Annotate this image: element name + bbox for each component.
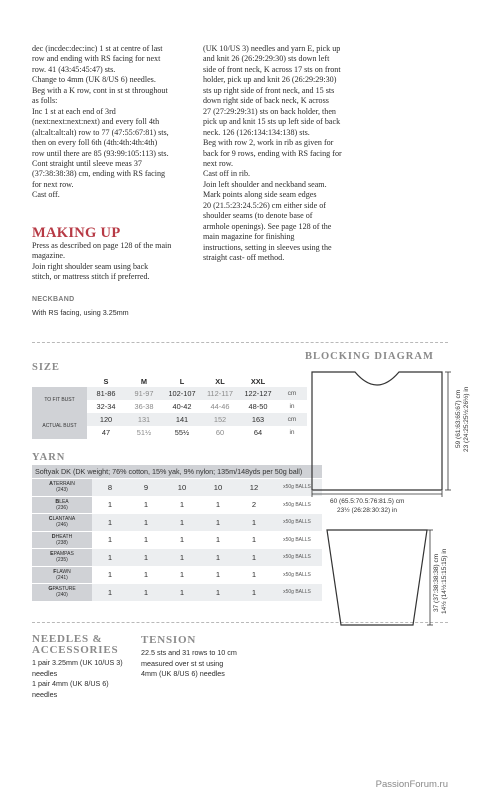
yarn-row-label bbox=[32, 566, 92, 584]
yarn-cell: 1 bbox=[200, 566, 236, 584]
needles-body bbox=[32, 658, 137, 700]
instructions-left-column bbox=[32, 44, 198, 201]
instruction-line: (UK 10/US 3) needles and yarn E, pick up bbox=[203, 44, 341, 53]
instruction-line: 20 (21.5:23:24.5:26) cm either side of bbox=[203, 200, 326, 210]
size-header: XL bbox=[215, 376, 225, 386]
size-cell: 36-38 bbox=[134, 402, 154, 411]
yarn-name: PAMPAS bbox=[53, 551, 74, 558]
body-length-label-in: 23 (24:25:25½:26½) in bbox=[463, 386, 470, 452]
sleeve-outline bbox=[327, 530, 427, 625]
size-unit: in bbox=[289, 403, 295, 410]
instruction-line: row. 41 (43:45:45:47) sts. bbox=[32, 64, 116, 74]
yarn-cell: 1 bbox=[92, 514, 128, 532]
instruction-line: then on every foll 6th (4th:4th:4th:4th) bbox=[32, 138, 158, 148]
yarn-letter: B bbox=[55, 498, 60, 505]
instruction-line: as folls: bbox=[32, 96, 58, 106]
making-up-line: Join right shoulder seam using back bbox=[32, 261, 149, 271]
yarn-cell: 1 bbox=[128, 584, 164, 602]
body-width-label: 60 (65.5:70.5:76:81.5) cm bbox=[330, 498, 405, 505]
sleeve-length-label-in: 14½ (14½:15:15:15) in bbox=[441, 548, 448, 614]
yarn-cell: 9 bbox=[128, 479, 164, 497]
size-cell: 44-46 bbox=[210, 402, 230, 411]
size-cell: 51½ bbox=[136, 428, 152, 437]
instruction-line: (37:38:38:38) cm, ending with RS facing bbox=[32, 169, 166, 179]
yarn-cell: 8 bbox=[92, 479, 128, 497]
needles-line: needles bbox=[32, 668, 58, 678]
yarn-description: Softyak DK (DK weight; 76% cotton, 15% yak, 9% nylon; 135m/148yds per 50g ball) bbox=[32, 465, 322, 479]
yarn-cell: 10 bbox=[200, 479, 236, 497]
size-header-blank bbox=[32, 375, 87, 387]
yarn-cell: 1 bbox=[164, 584, 200, 602]
size-header: S bbox=[103, 376, 109, 386]
size-cell: 55½ bbox=[174, 428, 190, 437]
instruction-line: dec (incdec:dec:inc) 1 st at centre of last bbox=[32, 44, 163, 53]
size-unit: in bbox=[289, 429, 295, 436]
yarn-cell: 1 bbox=[236, 531, 272, 549]
size-row-label: ACTUAL BUST bbox=[32, 413, 87, 439]
instruction-line: instructions, setting in sleeves using the bbox=[203, 242, 332, 252]
size-cell: 60 bbox=[215, 428, 225, 437]
yarn-row bbox=[32, 549, 322, 567]
divider bbox=[32, 342, 448, 343]
size-cell: 131 bbox=[125, 413, 163, 426]
needles-heading-line2: ACCESSORIES bbox=[32, 644, 119, 656]
yarn-name: HEATH bbox=[55, 533, 73, 540]
yarn-cell: 1 bbox=[200, 531, 236, 549]
yarn-row bbox=[32, 566, 322, 584]
instruction-line: neck. 126 (126:134:134:138) sts. bbox=[203, 127, 310, 137]
yarn-cell: 1 bbox=[236, 566, 272, 584]
yarn-cell: 1 bbox=[200, 496, 236, 514]
yarn-name: LANTANA bbox=[52, 516, 76, 523]
yarn-cell: 1 bbox=[236, 514, 272, 532]
yarn-row bbox=[32, 531, 322, 549]
yarn-unit: x50g BALLS bbox=[272, 566, 322, 584]
tension-heading: TENSION bbox=[141, 634, 197, 646]
yarn-heading: YARN bbox=[32, 452, 66, 463]
size-row bbox=[32, 413, 307, 426]
yarn-cell: 1 bbox=[92, 531, 128, 549]
size-cell: 112-117 bbox=[201, 387, 239, 400]
needles-line: 1 pair 4mm (UK 8/US 6) bbox=[32, 679, 109, 688]
instruction-line: side of front neck, K across 17 sts on front bbox=[203, 64, 341, 74]
size-row bbox=[32, 387, 307, 400]
yarn-cell: 1 bbox=[128, 496, 164, 514]
size-unit: cm bbox=[277, 413, 307, 426]
size-cell: 32-34 bbox=[96, 402, 116, 411]
instruction-line: Beg with row 2, work in rib as given for bbox=[203, 138, 334, 148]
yarn-letter: F bbox=[53, 568, 57, 575]
instruction-line: straight cast- off method. bbox=[203, 253, 285, 263]
yarn-letter: C bbox=[48, 516, 53, 523]
size-unit: cm bbox=[277, 387, 307, 400]
size-heading: SIZE bbox=[32, 362, 60, 373]
yarn-row-label bbox=[32, 496, 92, 514]
yarn-row bbox=[32, 584, 322, 602]
instruction-line: main magazine for finishing bbox=[203, 232, 295, 242]
size-cell: 102-107 bbox=[163, 387, 201, 400]
needles-heading-line1: NEEDLES & bbox=[32, 633, 103, 645]
yarn-code: (241) bbox=[56, 574, 68, 581]
yarn-cell: 10 bbox=[164, 479, 200, 497]
instruction-line: 27 (27:29:29:31) sts on back holder, then bbox=[203, 106, 336, 116]
instruction-line: Change to 4mm (UK 8/US 6) needles. bbox=[32, 75, 156, 85]
yarn-letter: A bbox=[49, 481, 53, 488]
yarn-unit: x50g BALLS bbox=[272, 584, 322, 602]
size-cell: 122-127 bbox=[239, 387, 277, 400]
instruction-line: sts up right side of front neck, and 15 sts bbox=[203, 85, 335, 95]
needles-line: needles bbox=[32, 689, 58, 699]
needles-line: 1 pair 3.25mm (UK 10/US 3) bbox=[32, 658, 123, 667]
yarn-row bbox=[32, 514, 322, 532]
yarn-letter: E bbox=[50, 551, 54, 558]
instruction-line: back for 9 rows, ending with RS facing for bbox=[203, 148, 342, 158]
yarn-cell: 1 bbox=[92, 549, 128, 567]
body-outline bbox=[312, 372, 442, 490]
making-up-body bbox=[32, 241, 202, 283]
neckband-heading: NECKBAND bbox=[32, 296, 75, 303]
yarn-cell: 1 bbox=[200, 514, 236, 532]
yarn-name: PASTURE bbox=[52, 586, 76, 593]
making-up-line: magazine. bbox=[32, 251, 66, 261]
yarn-cell: 1 bbox=[128, 549, 164, 567]
yarn-code: (246) bbox=[56, 522, 68, 529]
size-cell: 91-97 bbox=[125, 387, 163, 400]
instruction-line: Inc 1 st at each end of 3rd bbox=[32, 106, 116, 116]
yarn-row-label bbox=[32, 479, 92, 497]
size-cell: 47 bbox=[101, 428, 111, 437]
making-up-heading: MAKING UP bbox=[32, 225, 121, 241]
yarn-cell: 1 bbox=[92, 566, 128, 584]
neckband-body: With RS facing, using 3.25mm bbox=[32, 308, 129, 317]
yarn-cell: 2 bbox=[236, 496, 272, 514]
yarn-cell: 1 bbox=[164, 496, 200, 514]
yarn-table bbox=[32, 465, 322, 602]
instruction-line: (alt:alt:alt:alt) row to 77 (47:55:67:81) sts, bbox=[32, 127, 169, 137]
body-width-label-in: 23½ (26:28:30:32) in bbox=[337, 507, 397, 514]
yarn-code: (240) bbox=[56, 592, 68, 599]
yarn-row-label bbox=[32, 584, 92, 602]
size-header: XXL bbox=[250, 376, 266, 386]
yarn-unit: x50g BALLS bbox=[272, 531, 322, 549]
instruction-line: pick up and knit 15 sts up left side of back bbox=[203, 117, 341, 127]
sleeve-length-label: 37 (37:38:38:38) cm bbox=[433, 553, 440, 612]
yarn-cell: 1 bbox=[164, 514, 200, 532]
yarn-letter: G bbox=[48, 586, 53, 593]
instruction-line: Cast off in rib. bbox=[203, 169, 251, 179]
needles-heading bbox=[32, 634, 118, 656]
making-up-line: Press as described on page 128 of the main bbox=[32, 241, 172, 250]
instruction-line: Cont straight until sleeve meas 37 bbox=[32, 158, 142, 168]
instruction-line: (next:next:next:next) and every foll 4th bbox=[32, 117, 160, 127]
instruction-line: down right side of back neck, K across bbox=[203, 96, 329, 106]
yarn-cell: 1 bbox=[164, 549, 200, 567]
yarn-cell: 1 bbox=[92, 584, 128, 602]
tension-body bbox=[141, 648, 251, 680]
size-header: M bbox=[140, 376, 148, 386]
yarn-row bbox=[32, 496, 322, 514]
yarn-unit: x50g BALLS bbox=[272, 549, 322, 567]
size-cell: 81-86 bbox=[87, 387, 125, 400]
yarn-cell: 1 bbox=[128, 566, 164, 584]
yarn-code: (236) bbox=[56, 504, 68, 511]
yarn-row bbox=[32, 479, 322, 497]
yarn-unit: x50g BALLS bbox=[272, 514, 322, 532]
instruction-line: Cast off. bbox=[32, 190, 60, 200]
yarn-unit: x50g BALLS bbox=[272, 479, 322, 497]
size-header: L bbox=[179, 376, 185, 386]
instruction-line: and knit 26 (26:29:29:30) sts down left bbox=[203, 54, 330, 64]
size-row-label: TO FIT BUST bbox=[32, 387, 87, 413]
yarn-cell: 1 bbox=[200, 549, 236, 567]
yarn-row-label bbox=[32, 531, 92, 549]
size-cell: 64 bbox=[253, 428, 263, 437]
instruction-line: next row. bbox=[203, 158, 234, 168]
yarn-cell: 1 bbox=[164, 531, 200, 549]
size-table bbox=[32, 375, 307, 439]
yarn-name: LAWN bbox=[56, 568, 71, 575]
tension-line: measured over st st using bbox=[141, 658, 224, 668]
yarn-cell: 1 bbox=[236, 584, 272, 602]
instruction-line: row and ending with RS facing for next bbox=[32, 54, 161, 64]
instructions-right-column bbox=[203, 44, 353, 264]
instruction-line: row until there are 85 (93:99:105:113) sts. bbox=[32, 148, 169, 158]
yarn-row-label bbox=[32, 514, 92, 532]
tension-line: 4mm (UK 8/US 6) needles bbox=[141, 669, 225, 678]
size-cell: 120 bbox=[87, 413, 125, 426]
size-cell: 48-50 bbox=[248, 402, 268, 411]
yarn-name: TERRAIN bbox=[52, 481, 75, 488]
instruction-line: holder, pick up and knit 26 (26:29:29:30) bbox=[203, 75, 337, 85]
size-cell: 40-42 bbox=[172, 402, 192, 411]
yarn-cell: 1 bbox=[164, 566, 200, 584]
yarn-code: (238) bbox=[56, 539, 68, 546]
yarn-code: (243) bbox=[56, 487, 68, 494]
watermark: PassionForum.ru bbox=[375, 779, 448, 790]
size-cell: 163 bbox=[239, 413, 277, 426]
size-cell: 141 bbox=[163, 413, 201, 426]
instruction-line: Beg with a K row, cont in st st throughout bbox=[32, 85, 168, 95]
instruction-line: for next row. bbox=[32, 179, 74, 189]
body-length-label: 59 (61:63:65:67) cm bbox=[455, 389, 462, 448]
yarn-cell: 12 bbox=[236, 479, 272, 497]
yarn-cell: 1 bbox=[200, 584, 236, 602]
yarn-cell: 1 bbox=[236, 549, 272, 567]
tension-line: 22.5 sts and 31 rows to 10 cm bbox=[141, 648, 237, 657]
size-cell: 152 bbox=[201, 413, 239, 426]
yarn-cell: 1 bbox=[92, 496, 128, 514]
yarn-unit: x50g BALLS bbox=[272, 496, 322, 514]
instruction-line: Join left shoulder and neckband seam. bbox=[203, 179, 327, 189]
yarn-cell: 1 bbox=[128, 531, 164, 549]
blocking-diagram-heading: BLOCKING DIAGRAM bbox=[305, 351, 434, 362]
yarn-code: (235) bbox=[56, 557, 68, 564]
instruction-line: armhole openings). See page 128 of the bbox=[203, 221, 332, 231]
instruction-line: Mark points along side seam edges bbox=[203, 190, 317, 200]
yarn-name: LEA bbox=[59, 498, 69, 505]
yarn-row-label bbox=[32, 549, 92, 567]
instruction-line: shoulder seams (to denote base of bbox=[203, 211, 313, 221]
yarn-letter: D bbox=[51, 533, 56, 540]
yarn-cell: 1 bbox=[128, 514, 164, 532]
making-up-line: stitch, or mattress stitch if preferred. bbox=[32, 272, 150, 282]
